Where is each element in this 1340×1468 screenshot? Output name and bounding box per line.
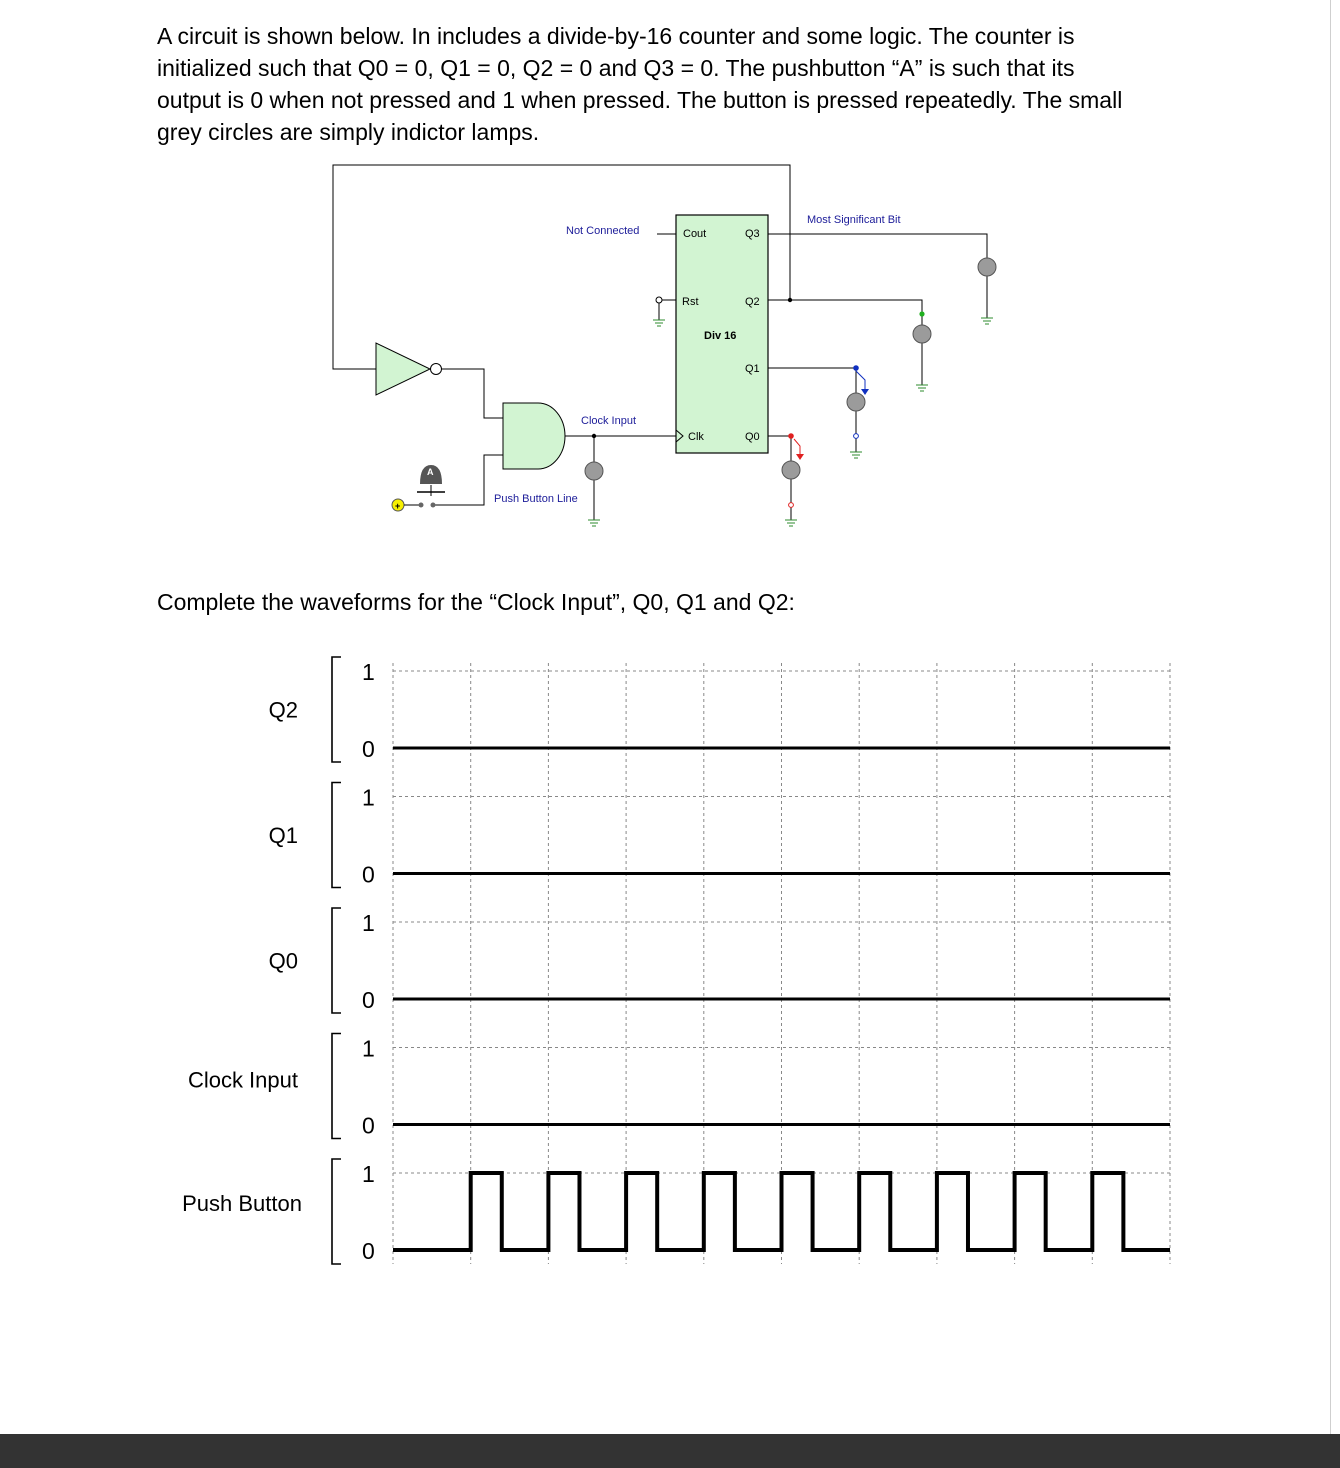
level-low-label: 0 [362,861,375,888]
lamp-clock-input [585,462,603,480]
level-high-label: 1 [362,659,375,685]
pin-label-q0: Q0 [745,431,760,443]
lamp-q0 [782,461,800,479]
not-gate [376,343,442,395]
level-low-label: 0 [362,736,375,762]
button-label-a: A [427,467,434,477]
waveform-row-label: Clock Input [187,1067,298,1093]
inverter-to-and-wire [442,369,503,418]
waveform-row [269,783,1170,888]
waveform-row-label: Push Button [182,1191,302,1216]
label-most-significant-bit: Most Significant Bit [807,214,901,226]
level-low-label: 0 [362,1238,375,1264]
label-not-connected: Not Connected [566,225,640,237]
q2-wire [768,300,922,325]
waveform-row-label: Q2 [268,697,298,723]
q3-wire [768,234,987,258]
push-button-waveform [393,1173,1170,1250]
pin-label-q3: Q3 [745,228,760,240]
problem-line: output is 0 when not pressed and 1 when pressed. The button is pressed repeatedly. The small [157,87,1123,113]
push-button-wire [433,455,503,505]
lamp-q1 [847,393,865,411]
problem-line: initialized such that Q0 = 0, Q1 = 0, Q2 = 0 and Q3 = 0. The pushbutton “A” is such that its [157,55,1075,81]
pin-label-cout: Cout [683,228,707,240]
level-bracket [332,783,341,888]
level-high-label: 1 [362,910,375,936]
lamp-q2 [913,325,931,343]
waveform-row [269,908,1170,1013]
waveform-row [188,1034,1170,1139]
level-high-label: 1 [362,784,375,811]
level-low-label: 0 [362,1112,375,1139]
level-low-label: 0 [362,987,375,1013]
and-gate [503,403,565,469]
waveform-row [182,1159,1170,1264]
q0-wire [768,436,791,461]
level-high-label: 1 [362,1161,375,1187]
lamp-q3 [978,258,996,276]
waveform-row-label: Q0 [268,948,298,974]
level-high-label: 1 [362,1035,375,1062]
plus-terminal-label: + [395,501,401,511]
waveform-rows [182,657,1170,1264]
pin-label-clk: Clk [688,431,704,443]
level-bracket [332,908,341,1013]
pin-label-rst: Rst [682,296,699,308]
level-bracket [332,657,341,762]
problem-line: A circuit is shown below. In includes a divide-by-16 counter and some logic. The counter is [157,23,1075,49]
problem-line: grey circles are simply indictor lamps. [157,119,540,145]
counter-name: Div 16 [704,330,737,342]
level-bracket [332,1159,341,1264]
pin-label-q1: Q1 [745,363,760,375]
pin-label-q2: Q2 [745,296,760,308]
waveform-row-label: Q1 [268,823,298,848]
label-push-button-line: Push Button Line [494,493,578,505]
q1-wire [768,368,856,393]
label-clock-input: Clock Input [581,415,637,427]
instruction-text: Complete the waveforms for the “Clock Input”, Q0, Q1 and Q2: [157,589,795,615]
bottom-bar [0,1434,1340,1468]
waveform-row [269,657,1170,762]
level-bracket [332,1034,341,1139]
